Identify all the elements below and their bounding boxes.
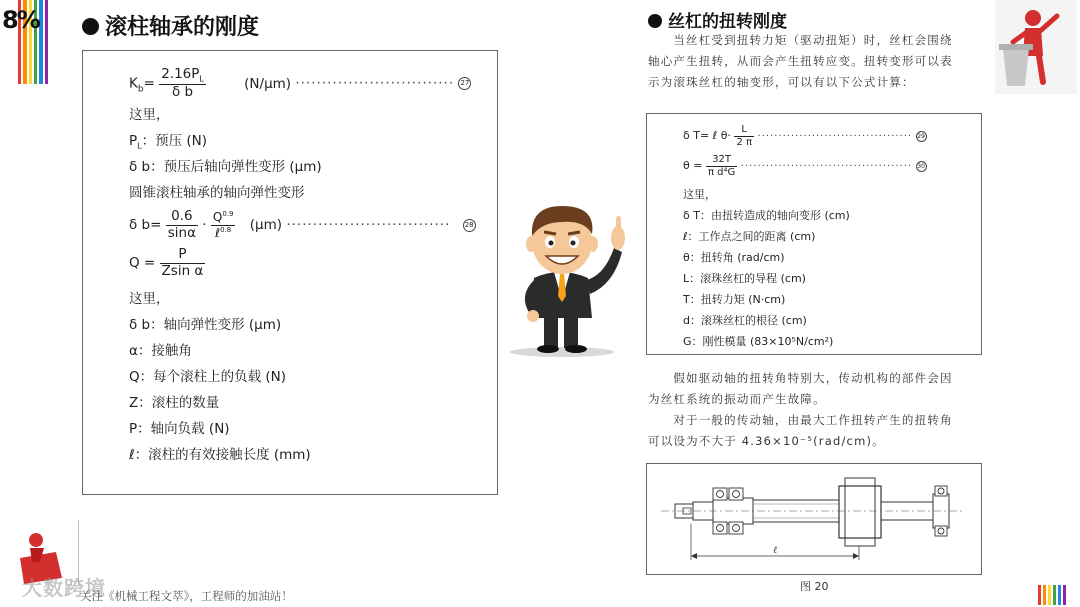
cartoon-businessman-illustration [500, 200, 640, 360]
formula-box-right [646, 113, 982, 355]
def-z: Z：滚柱的数量 [129, 395, 220, 411]
watermark-text: 大数跨境 [22, 576, 106, 600]
figure-20-box [646, 463, 982, 575]
def-delta-t: δ T：由扭转造成的轴向变形 (cm) [683, 209, 850, 222]
equation-number-30: 30 [917, 162, 925, 170]
def-pl: $P_L$：预压 (N) [129, 133, 208, 151]
equation-number-29: 29 [917, 132, 925, 140]
text-here-2: 这里， [129, 291, 170, 307]
def-alpha: α：接触角 [129, 343, 192, 359]
def-q: Q：每个滚柱上的负载 (N) [129, 369, 287, 385]
text-here-1: 这里， [129, 107, 170, 123]
torsion-paragraph: 假如驱动轴的扭转角特别大，传动机构的部件会因 为丝杠系统的振动而产生故障。 对于一般的传动轴，由最大工作扭转产生的扭转角 可以设为不大于 4.36×10⁻⁵(rad/cm)。 [648, 371, 953, 448]
formula-theta: θ = $\frac{32T}{\text{π d⁴G}}$ ········································· 30 [683, 154, 925, 178]
section-title-screw-torsion: 丝杠的扭转刚度 [648, 7, 787, 32]
kb-fraction: $\frac{2.16P_L}{\text{δ b}}$ [161, 66, 204, 100]
logo-mark: 8% [2, 6, 39, 34]
formula-delta-t: δ T= ℓ θ· $\frac{L}{2 \pi}$ ····································· 29 [683, 124, 925, 148]
equation-number-28: 28 [463, 219, 476, 232]
def-lead: L：滚珠丝杠的导程 (cm) [683, 272, 806, 285]
intro-paragraph: 当丝杠受到扭转力矩（驱动扭矩）时，丝杠会围绕 轴心产生扭转，从而会产生扭转应变。扭转变形可以表 示为滚珠丝杠的轴变形，可以有以下公式计算： [648, 33, 953, 89]
def-root-diameter: d：滚珠丝杠的根径 (cm) [683, 314, 807, 327]
bottom-right-stripes [1038, 585, 1066, 605]
ballscrew-diagram [647, 464, 980, 573]
speaker-podium-illustration [995, 0, 1077, 94]
equation-number-27: 27 [458, 77, 471, 90]
def-theta: θ：扭转角 (rad/cm) [683, 251, 785, 264]
def-p: P：轴向负载 (N) [129, 421, 230, 437]
def-db-preload: δ b：预压后轴向弹性变形 (μm) [129, 159, 322, 175]
def-db-axial: δ b：轴向弹性变形 (μm) [129, 317, 282, 333]
text-here-right: 这里， [683, 188, 716, 201]
kb-formula: $K_b=$ $\frac{2.16P_L}{\text{δ b}}$ (N/μm) ······························ 27 [129, 67, 471, 100]
section-title-roller-stiffness: 滚柱轴承的刚度 [82, 10, 259, 41]
dimension-label: ℓ [773, 545, 778, 556]
bullet-icon [648, 14, 662, 28]
footer-text: 关注《机械工程文萃》，工程师的加油站！ [80, 589, 293, 603]
figure-caption: 图 20 [800, 580, 829, 593]
db-formula: δ b= $\frac{0.6}{\sin\alpha}$ · $\frac{Q^{0.9}}{\ell^{0.8}}$ (μm) ······························· 28 [129, 209, 476, 241]
q-formula: Q = $\frac{P}{\text{Zsin α}}$ [129, 246, 204, 279]
formula-box-left [82, 50, 498, 495]
bullet-icon [82, 18, 99, 35]
def-torque: T：扭转力矩 (N·cm) [683, 293, 786, 306]
text-tapered-roller: 圆锥滚柱轴承的轴向弹性变形 [129, 185, 305, 201]
def-l: ℓ：滚柱的有效接触长度 (mm) [129, 447, 311, 463]
def-ell: ℓ：工作点之间的距离 (cm) [683, 230, 816, 243]
def-modulus: G：刚性模量 (83×10⁵N/cm²) [683, 335, 834, 348]
